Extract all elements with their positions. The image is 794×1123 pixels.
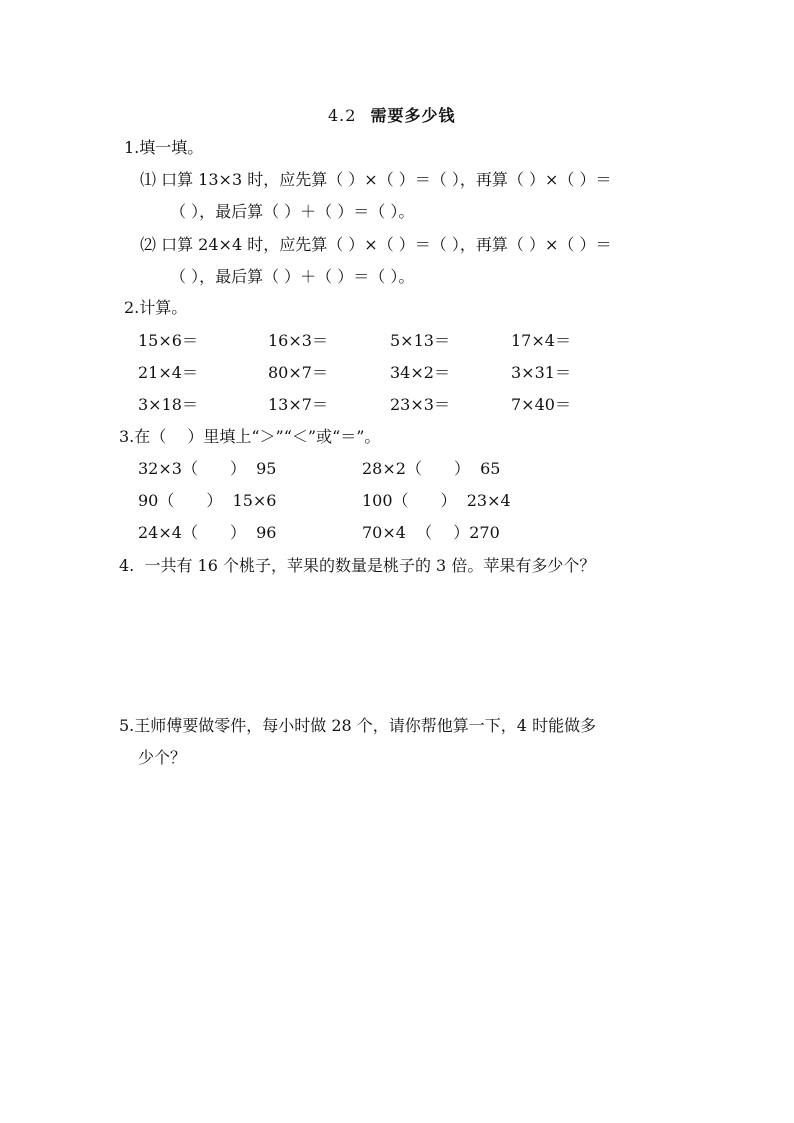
q1-item1-line2: （ ），最后算（ ）＋（ ）＝（ ）。: [170, 202, 415, 221]
q2-heading: 2.计算。: [124, 298, 188, 317]
calc-item: 23×3＝: [390, 395, 450, 414]
calc-item: 3×31＝: [511, 363, 571, 382]
title-text: 需要多少钱: [370, 106, 456, 125]
calc-item: 13×7＝: [268, 395, 328, 414]
calc-item: 15×6＝: [138, 331, 198, 350]
calc-item: 3×18＝: [138, 395, 198, 414]
compare-item: 32×3（ ） 95: [138, 459, 277, 478]
compare-item: 28×2（ ） 65: [362, 459, 501, 478]
calc-item: 17×4＝: [511, 331, 571, 350]
compare-item: 90（ ） 15×6: [138, 491, 277, 510]
compare-item: 24×4（ ） 96: [138, 523, 277, 542]
q1-item2-line1: ⑵ 口算 24×4 时，应先算（ ）×（ ）＝（ ），再算（ ）×（ ）＝: [140, 235, 612, 254]
calc-item: 5×13＝: [390, 331, 450, 350]
title-number: 4.2: [328, 106, 357, 125]
compare-item: 100（ ） 23×4: [362, 491, 511, 510]
q1-item2-line2: （ ），最后算（ ）＋（ ）＝（ ）。: [170, 267, 415, 286]
q5-line1: 5.王师傅要做零件，每小时做 28 个，请你帮他算一下，4 时能做多: [119, 716, 597, 735]
q3-heading: 3.在（ ）里填上“＞”“＜”或“＝”。: [119, 427, 381, 446]
q1-heading: 1.填一填。: [124, 138, 204, 157]
q5-line2: 少个？: [138, 748, 187, 767]
calc-item: 80×7＝: [268, 363, 328, 382]
q1-item1-line1: ⑴ 口算 13×3 时，应先算（ ）×（ ）＝（ ），再算（ ）×（ ）＝: [140, 170, 612, 189]
calc-item: 7×40＝: [511, 395, 571, 414]
compare-item: 70×4 （ ）270: [362, 523, 500, 542]
calc-item: 16×3＝: [268, 331, 328, 350]
calc-item: 21×4＝: [138, 363, 198, 382]
q4-text: 4. 一共有 16 个桃子，苹果的数量是桃子的 3 倍。苹果有多少个？: [119, 556, 596, 575]
calc-item: 34×2＝: [390, 363, 450, 382]
page-title: [328, 106, 455, 126]
